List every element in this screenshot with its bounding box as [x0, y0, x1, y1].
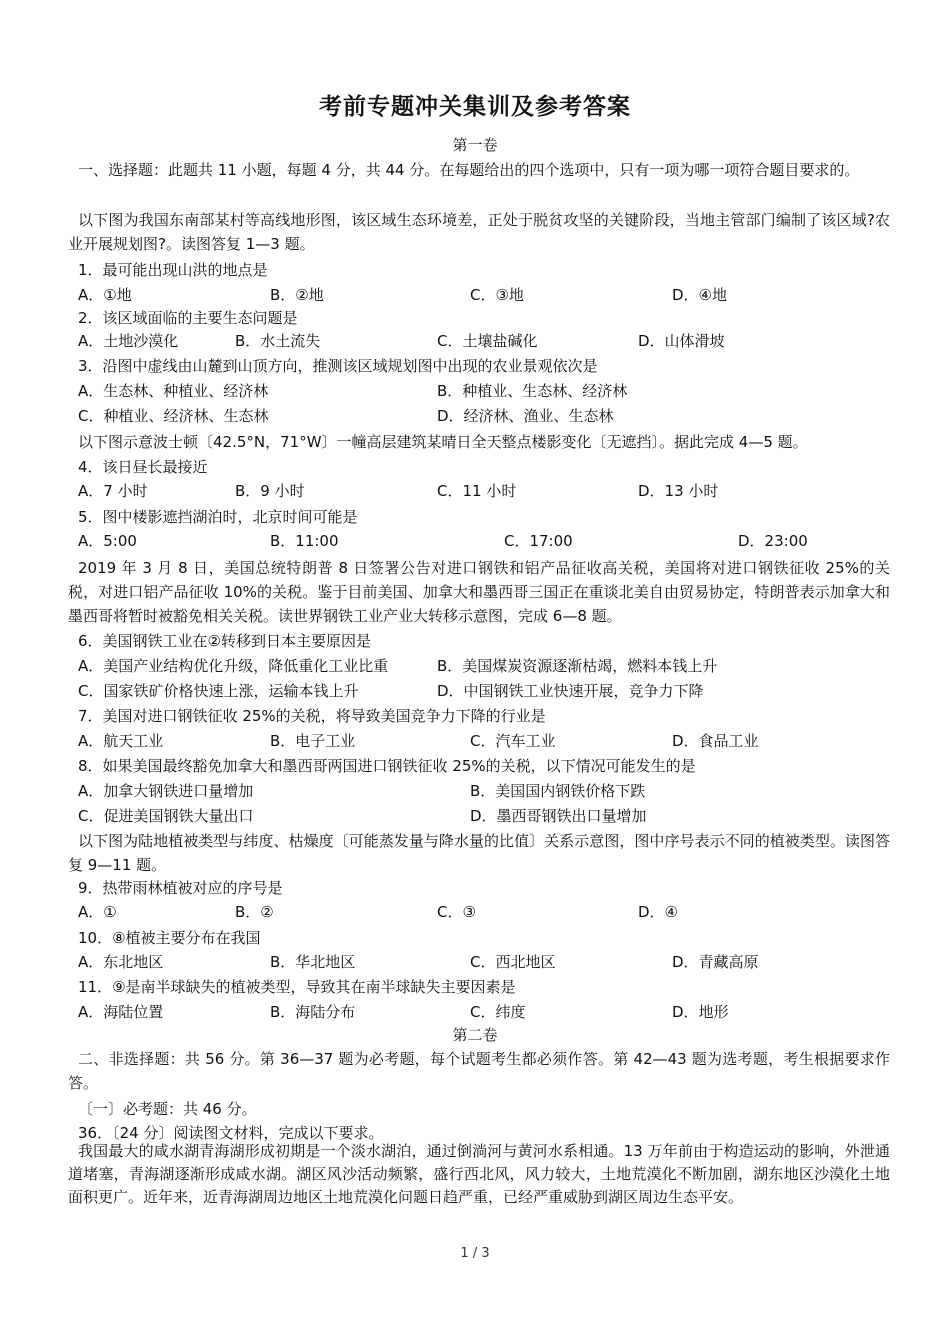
passage-1: 以下图为我国东南部某村等高线地形图，该区域生态环境差，正处于脱贫攻坚的关键阶段，当地主管部门编制了该区域?农业开展规划图?。读图答复 1—3 题。	[68, 211, 890, 253]
q3-option-a: A．生态林、种植业、经济林	[78, 382, 269, 400]
q5-option-c: C．17:00	[504, 532, 573, 550]
q10-option-b: B．华北地区	[270, 953, 356, 971]
q2-option-b: B．水土流失	[235, 332, 321, 350]
page-title: 考前专题冲关集训及参考答案	[319, 94, 631, 120]
q3-option-c: C．种植业、经济林、生态林	[78, 407, 269, 425]
q7-option-a: A．航天工业	[78, 732, 164, 750]
question-3-stem: 3．沿图中虚线由山麓到山顶方向，推测该区域规划图中出现的农业景观依次是	[78, 357, 598, 375]
q1-option-c: C．③地	[470, 286, 524, 304]
passage-2: 以下图示意波士顿〔42.5°N，71°W〕一幢高层建筑某晴日全天整点楼影变化〔无遮挡〕。据此完成 4—5 题。	[78, 433, 808, 451]
question-36-material: 我国最大的咸水湖青海湖形成初期是一个淡水湖泊，通过倒淌河与黄河水系相通。13 万年前由于构造运动的影响，外泄通道堵塞，青海湖逐渐形成咸水湖。湖区风沙活动频繁，盛行西北风，风力较大，土地荒漠化不断加剧，湖东地区沙漠化土地面积更广。近年来，近青海湖周边地区土地荒漠化问题日趋严重，已经严重威胁到湖区周边生态平安。	[68, 1142, 890, 1206]
q7-option-b: B．电子工业	[270, 732, 356, 750]
q10-option-d: D．青藏高原	[672, 953, 759, 971]
passage-3: 2019 年 3 月 8 日，美国总统特朗普 8 日签署公告对进口钢铁和铝产品征收高关税，美国将对进口钢铁征收 25%的关税，对进口铝产品征收 10%的关税。鉴于目前美国、加拿大和墨西哥三国正在重谈北美自由贸易协定，特朗普表示加拿大和墨西哥将暂时被豁免相关关税。读世界钢铁工业产业大转移示意图，完成 6—8 题。	[68, 559, 890, 625]
question-11-stem: 11．⑨是南半球缺失的植被类型，导致其在南半球缺失主要因素是	[78, 978, 516, 996]
q11-option-b: B．海陆分布	[270, 1003, 356, 1021]
q9-option-a: A．①	[78, 903, 117, 921]
q4-option-c: C．11 小时	[437, 482, 517, 500]
q8-option-c: C．促进美国钢铁大量出口	[78, 807, 254, 825]
q1-option-a: A．①地	[78, 286, 132, 304]
question-6-stem: 6．美国钢铁工业在②转移到日本主要原因是	[78, 632, 371, 650]
q6-option-c: C．国家铁矿价格快速上涨，运输本钱上升	[78, 682, 359, 700]
required-heading: 〔一〕必考题：共 46 分。	[78, 1100, 257, 1118]
q2-option-d: D．山体滑坡	[638, 332, 725, 350]
q5-option-d: D．23:00	[738, 532, 808, 550]
q6-option-b: B．美国煤炭资源逐渐枯竭，燃料本钱上升	[437, 657, 718, 675]
q11-option-a: A．海陆位置	[78, 1003, 164, 1021]
q2-option-c: C．土壤盐碱化	[437, 332, 538, 350]
q8-option-a: A．加拿大钢铁进口量增加	[78, 782, 254, 800]
q7-option-d: D．食品工业	[672, 732, 759, 750]
passage-4: 以下图为陆地植被类型与纬度、枯燥度〔可能蒸发量与降水量的比值〕关系示意图，图中序号表示不同的植被类型。读图答复 9—11 题。	[68, 832, 890, 874]
q8-option-b: B．美国国内钢铁价格下跌	[470, 782, 646, 800]
q4-option-a: A．7 小时	[78, 482, 148, 500]
question-8-stem: 8．如果美国最终豁免加拿大和墨西哥两国进口钢铁征收 25%的关税，以下情况可能发生的是	[78, 757, 696, 775]
section-two-intro: 二、非选择题：共 56 分。第 36—37 题为必考题，每个试题考生都必须作答。第 42—43 题为选考题，考生根据要求作答。	[68, 1050, 890, 1092]
q3-option-d: D．经济林、渔业、生态林	[437, 407, 614, 425]
q11-option-c: C．纬度	[470, 1003, 526, 1021]
section-one-intro: 一、选择题：此题共 11 小题，每题 4 分，共 44 分。在每题给出的四个选项中，只有一项为哪一项符合题目要求的。	[78, 161, 860, 179]
q7-option-c: C．汽车工业	[470, 732, 556, 750]
q3-option-b: B．种植业、生态林、经济林	[437, 382, 628, 400]
q4-option-d: D．13 小时	[638, 482, 719, 500]
page-number: 1 / 3	[460, 1246, 490, 1261]
part-two-heading: 第二卷	[452, 1026, 498, 1044]
question-1-stem: 1．最可能出现山洪的地点是	[78, 261, 268, 279]
q9-option-d: D．④	[638, 903, 678, 921]
question-5-stem: 5．图中楼影遮挡湖泊时，北京时间可能是	[78, 508, 358, 526]
q10-option-c: C．西北地区	[470, 953, 556, 971]
question-2-stem: 2．该区域面临的主要生态问题是	[78, 309, 298, 327]
q9-option-c: C．③	[437, 903, 476, 921]
question-10-stem: 10．⑧植被主要分布在我国	[78, 929, 261, 947]
q6-option-a: A．美国产业结构优化升级，降低重化工业比重	[78, 657, 389, 675]
q10-option-a: A．东北地区	[78, 953, 164, 971]
q8-option-d: D．墨西哥钢铁出口量增加	[470, 807, 647, 825]
q1-option-d: D．④地	[672, 286, 727, 304]
question-7-stem: 7．美国对进口钢铁征收 25%的关税，将导致美国竞争力下降的行业是	[78, 707, 546, 725]
q9-option-b: B．②	[235, 903, 274, 921]
q5-option-b: B．11:00	[270, 532, 339, 550]
q2-option-a: A．土地沙漠化	[78, 332, 179, 350]
q6-option-d: D．中国钢铁工业快速开展，竞争力下降	[437, 682, 704, 700]
q11-option-d: D．地形	[672, 1003, 729, 1021]
part-one-heading: 第一卷	[452, 136, 498, 154]
question-36-stem: 36．〔24 分〕阅读图文材料，完成以下要求。	[78, 1124, 384, 1142]
question-4-stem: 4．该日昼长最接近	[78, 458, 208, 476]
q1-option-b: B．②地	[270, 286, 324, 304]
q4-option-b: B．9 小时	[235, 482, 305, 500]
question-9-stem: 9．热带雨林植被对应的序号是	[78, 879, 283, 897]
q5-option-a: A．5:00	[78, 532, 137, 550]
